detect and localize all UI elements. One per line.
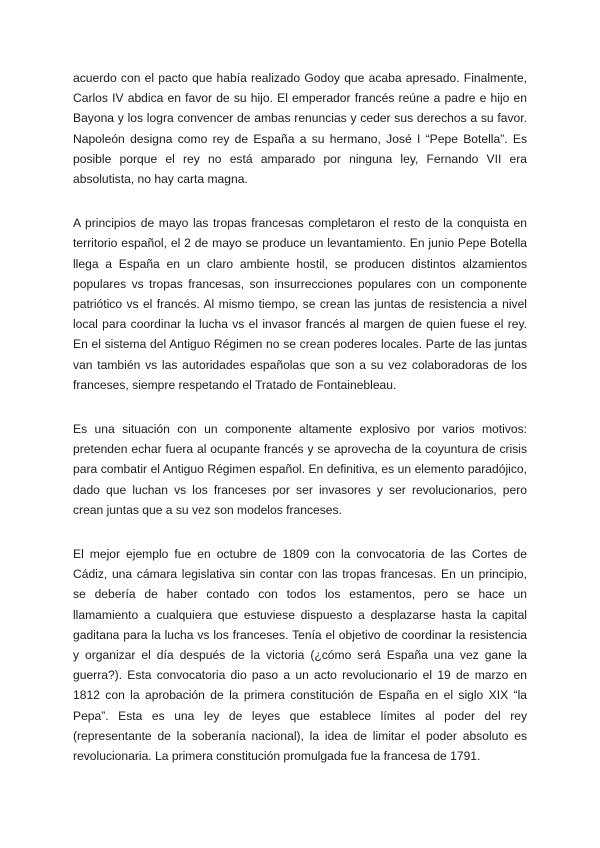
paragraph-4: El mejor ejemplo fue en octubre de 1809 con la convocatoria de las Cortes de Cádiz, una cámara legislativa sin contar con las tropas francesas. En un principio, se debería de haber contado con todos los estamentos, pero se hace un llamamiento a cualquiera que estuviese dispuesto a desplazarse hasta la capital gaditana para la lucha vs los franceses. Tenía el objetivo de coordinar la resistencia y organizar el día después de la victoria (¿cómo será España una vez gane la guerra?). Esta convocatoria dio paso a un acto revolucionario el 19 de marzo en 1812 con la aprobación de la primera constitución de España en el siglo XIX “la Pepa”. Esta es una ley de leyes que establece límites al poder del rey (representante de la soberanía nacional), la idea de limitar el poder absoluto es revolucionaria. La primera constitución promulgada fue la francesa de 1791. xyxy=(73,547,527,764)
paragraph-1: acuerdo con el pacto que había realizado Godoy que acaba apresado. Finalmente, Carlos IV abdica en favor de su hijo. El emperador francés reúne a padre e hijo en Bayona y los logra convencer de ambas renuncias y ceder sus derechos a su favor. Napoleón designa como rey de España a su hermano, José I “Pepe Botella”. Es posible porque el rey no está amparado por ninguna ley, Fernando VII era absolutista, no hay carta magna. xyxy=(73,71,527,187)
document-body xyxy=(73,68,527,790)
paragraph-3: Es una situación con un componente altamente explosivo por varios motivos: pretenden echar fuera al ocupante francés y se aprovecha de la coyuntura de crisis para combatir el Antiguo Régimen español. En definitiva, es un elemento paradójico, dado que luchan vs los franceses por ser invasores y ser revolucionarios, pero crean juntas que a su vez son modelos franceses. xyxy=(73,422,527,517)
paragraph-2: A principios de mayo las tropas francesas completaron el resto de la conquista en territorio español, el 2 de mayo se produce un levantamiento. En junio Pepe Botella llega a España en un claro ambiente hostil, se producen distintos alzamientos populares vs tropas francesas, son insurrecciones populares con un componente patriótico vs el francés. Al mismo tiempo, se crean las juntas de resistencia a nivel local para coordinar la lucha vs el invasor francés al margen de quien fuese el rey. En el sistema del Antiguo Régimen no se crean poderes locales. Parte de las juntas van también vs las autoridades españolas que son a su vez colaboradoras de los franceses, siempre respetando el Tratado de Fontainebleau. xyxy=(73,216,527,392)
